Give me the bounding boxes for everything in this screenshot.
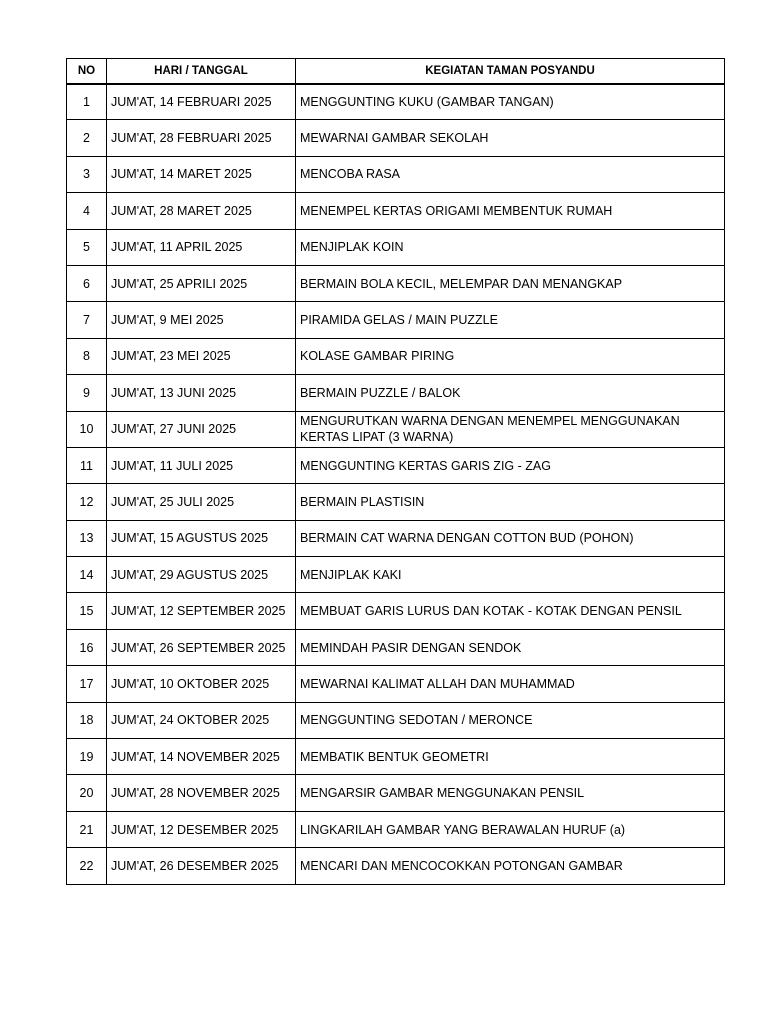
row-number: 6 — [67, 265, 107, 301]
table-row — [67, 84, 725, 120]
row-date: JUM'AT, 28 MARET 2025 — [107, 193, 296, 229]
row-number: 18 — [67, 702, 107, 738]
row-date: JUM'AT, 28 NOVEMBER 2025 — [107, 775, 296, 811]
table-row — [67, 811, 725, 847]
row-date: JUM'AT, 12 SEPTEMBER 2025 — [107, 593, 296, 629]
row-number: 8 — [67, 338, 107, 374]
row-number: 7 — [67, 302, 107, 338]
table-row — [67, 775, 725, 811]
table-row — [67, 302, 725, 338]
table-row — [67, 193, 725, 229]
row-activity: MENGURUTKAN WARNA DENGAN MENEMPEL MENGGUNAKAN KERTAS LIPAT (3 WARNA) — [296, 411, 725, 447]
header-date: HARI / TANGGAL — [107, 59, 296, 84]
row-number: 10 — [67, 411, 107, 447]
table-row — [67, 593, 725, 629]
row-number: 15 — [67, 593, 107, 629]
table-row — [67, 375, 725, 411]
header-row — [67, 59, 725, 84]
table-body — [67, 84, 725, 885]
row-activity: MEWARNAI KALIMAT ALLAH DAN MUHAMMAD — [296, 666, 725, 702]
table-header — [67, 59, 725, 84]
row-number: 14 — [67, 557, 107, 593]
table-row — [67, 702, 725, 738]
row-date: JUM'AT, 12 DESEMBER 2025 — [107, 811, 296, 847]
table-row — [67, 848, 725, 884]
row-activity: MENJIPLAK KAKI — [296, 557, 725, 593]
row-activity: PIRAMIDA GELAS / MAIN PUZZLE — [296, 302, 725, 338]
row-number: 17 — [67, 666, 107, 702]
row-activity: MENGARSIR GAMBAR MENGGUNAKAN PENSIL — [296, 775, 725, 811]
row-number: 22 — [67, 848, 107, 884]
row-number: 4 — [67, 193, 107, 229]
row-activity: MEMINDAH PASIR DENGAN SENDOK — [296, 629, 725, 665]
row-date: JUM'AT, 26 DESEMBER 2025 — [107, 848, 296, 884]
row-activity: MENJIPLAK KOIN — [296, 229, 725, 265]
header-no: NO — [67, 59, 107, 84]
row-number: 19 — [67, 739, 107, 775]
row-number: 16 — [67, 629, 107, 665]
row-activity: MENCOBA RASA — [296, 156, 725, 192]
row-date: JUM'AT, 14 FEBRUARI 2025 — [107, 84, 296, 120]
row-activity: MENGGUNTING SEDOTAN / MERONCE — [296, 702, 725, 738]
row-date: JUM'AT, 28 FEBRUARI 2025 — [107, 120, 296, 156]
row-date: JUM'AT, 23 MEI 2025 — [107, 338, 296, 374]
row-number: 21 — [67, 811, 107, 847]
row-number: 3 — [67, 156, 107, 192]
row-activity: MEMBUAT GARIS LURUS DAN KOTAK - KOTAK DENGAN PENSIL — [296, 593, 725, 629]
row-activity: BERMAIN CAT WARNA DENGAN COTTON BUD (POHON) — [296, 520, 725, 556]
row-date: JUM'AT, 29 AGUSTUS 2025 — [107, 557, 296, 593]
row-date: JUM'AT, 14 MARET 2025 — [107, 156, 296, 192]
table-row — [67, 411, 725, 447]
row-number: 9 — [67, 375, 107, 411]
table-row — [67, 557, 725, 593]
row-date: JUM'AT, 9 MEI 2025 — [107, 302, 296, 338]
row-number: 1 — [67, 84, 107, 120]
row-activity: MENGGUNTING KUKU (GAMBAR TANGAN) — [296, 84, 725, 120]
row-date: JUM'AT, 27 JUNI 2025 — [107, 411, 296, 447]
table-row — [67, 666, 725, 702]
schedule-table — [66, 58, 725, 885]
row-date: JUM'AT, 11 JULI 2025 — [107, 447, 296, 483]
row-date: JUM'AT, 14 NOVEMBER 2025 — [107, 739, 296, 775]
table-row — [67, 120, 725, 156]
table-row — [67, 156, 725, 192]
row-date: JUM'AT, 10 OKTOBER 2025 — [107, 666, 296, 702]
row-activity: BERMAIN PLASTISIN — [296, 484, 725, 520]
row-activity: KOLASE GAMBAR PIRING — [296, 338, 725, 374]
row-number: 20 — [67, 775, 107, 811]
row-number: 5 — [67, 229, 107, 265]
table-row — [67, 265, 725, 301]
row-date: JUM'AT, 25 JULI 2025 — [107, 484, 296, 520]
table-row — [67, 629, 725, 665]
table-row — [67, 739, 725, 775]
table-row — [67, 520, 725, 556]
row-activity: MENEMPEL KERTAS ORIGAMI MEMBENTUK RUMAH — [296, 193, 725, 229]
table-row — [67, 484, 725, 520]
row-activity: MENCARI DAN MENCOCOKKAN POTONGAN GAMBAR — [296, 848, 725, 884]
row-activity: BERMAIN BOLA KECIL, MELEMPAR DAN MENANGKAP — [296, 265, 725, 301]
row-activity: LINGKARILAH GAMBAR YANG BERAWALAN HURUF (a) — [296, 811, 725, 847]
row-number: 2 — [67, 120, 107, 156]
row-number: 13 — [67, 520, 107, 556]
row-date: JUM'AT, 11 APRIL 2025 — [107, 229, 296, 265]
table-row — [67, 338, 725, 374]
row-number: 11 — [67, 447, 107, 483]
row-activity: BERMAIN PUZZLE / BALOK — [296, 375, 725, 411]
row-date: JUM'AT, 13 JUNI 2025 — [107, 375, 296, 411]
row-date: JUM'AT, 24 OKTOBER 2025 — [107, 702, 296, 738]
row-date: JUM'AT, 25 APRILI 2025 — [107, 265, 296, 301]
row-activity: MEWARNAI GAMBAR SEKOLAH — [296, 120, 725, 156]
row-date: JUM'AT, 26 SEPTEMBER 2025 — [107, 629, 296, 665]
row-date: JUM'AT, 15 AGUSTUS 2025 — [107, 520, 296, 556]
row-activity: MEMBATIK BENTUK GEOMETRI — [296, 739, 725, 775]
table-row — [67, 447, 725, 483]
row-activity: MENGGUNTING KERTAS GARIS ZIG - ZAG — [296, 447, 725, 483]
table-row — [67, 229, 725, 265]
row-number: 12 — [67, 484, 107, 520]
header-activity: KEGIATAN TAMAN POSYANDU — [296, 59, 725, 84]
